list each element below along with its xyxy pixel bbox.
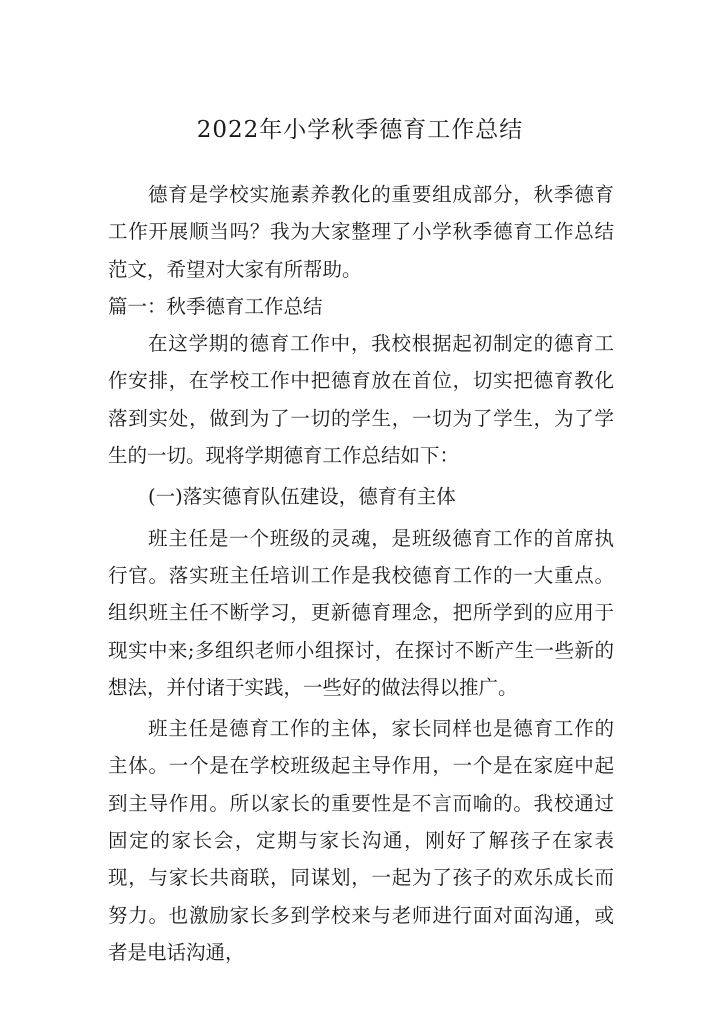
section-heading: 篇一：秋季德育工作总结	[108, 294, 323, 318]
subsection-heading: (一)落实德育队伍建设，德育有主体	[148, 485, 456, 509]
body-paragraph: 班主任是一个班级的灵魂，是班级德育工作的首席执行官。落实班主任培训工作是我校德育工作的一大重点。组织班主任不断学习，更新德育理念，把所学到的应用于现实中来;多组织老师小组探讨，在探讨不断产生一些新的想法，并付诸于实践，一些好的做法得以推广。	[108, 526, 614, 699]
body-paragraph: 班主任是德育工作的主体，家长同样也是德育工作的主体。一个是在学校班级起主导作用，一个是在家庭中起到主导作用。所以家长的重要性是不言而喻的。我校通过固定的家长会，定期与家长沟通，刚好了解孩子在家表现，与家长共商联，同谋划，一起为了孩子的欢乐成长而努力。也激励家长多到学校来与老师进行面对面沟通，或者是电话沟通，	[108, 717, 614, 964]
document-body	[108, 176, 614, 971]
intro-paragraph: 德育是学校实施素养教化的重要组成部分，秋季德育工作开展顺当吗？我为大家整理了小学秋季德育工作总结范文，希望对大家有所帮助。	[108, 183, 614, 281]
document-title: 2022年小学秋季德育工作总结	[196, 117, 524, 143]
body-paragraph: 在这学期的德育工作中，我校根据起初制定的德育工作安排，在学校工作中把德育放在首位，切实把德育教化落到实处，做到为了一切的学生，一切为了学生，为了学生的一切。现将学期德育工作总结如下：	[108, 332, 614, 468]
